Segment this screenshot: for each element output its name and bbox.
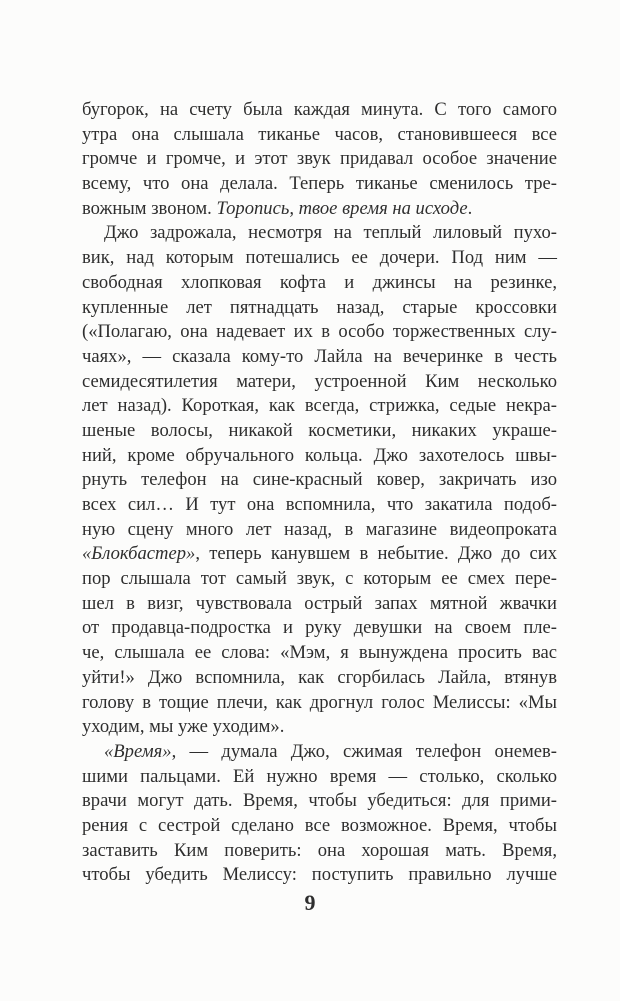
text-line [82,592,557,617]
line-text: шими пальцами. Ей нужно время — столько, сколько [82,765,557,787]
line-text: вожным звоном. [82,197,217,219]
text-line [82,567,557,592]
italic-text: «Блокбастер» [82,543,196,565]
line-text: врачи могут дать. Время, чтобы убедиться: для прими- [82,790,557,812]
line-text: громче и громче, и этот звук придавал особое значение [82,148,557,170]
line-text: че, слышала ее слова: «Мэм, я вынуждена просить вас [82,642,557,664]
text-line [82,419,557,444]
line-text: («Полагаю, она надевает их в особо торжественных слу- [82,321,557,343]
line-text: пор слышала тот самый звук, с которым ее смех пере- [82,568,557,590]
line-text: рнуть телефон на сине-красный ковер, закричать изо [82,469,557,491]
text-line [82,394,557,419]
line-text: ную сцену много лет назад, в магазине видеопроката [82,518,557,540]
text-line [82,814,557,839]
text-line [82,444,557,469]
line-text: от продавца-подростка и руку девушки на своем пле- [82,617,557,639]
text-line [82,271,557,296]
text-line [82,172,557,197]
line-text: уйти!» Джо вспомнила, как сгорбилась Лайла, втянув [82,666,557,688]
text-line [82,839,557,864]
line-text: рения с сестрой сделано все возможное. Время, чтобы [82,814,557,836]
line-text: шел в визг, чувствовала острый запах мятной жвачки [82,592,557,614]
text-line [82,197,557,222]
line-text: чтобы убедить Мелиссу: поступить правильно лучше [82,864,557,886]
line-text: голову в тощие плечи, как дрогнул голос Мелиссы: «Мы [82,691,557,713]
text-line [82,518,557,543]
line-text: семидесятилетия матери, устроенной Ким несколько [82,370,557,392]
line-text: Джо задрожала, несмотря на теплый лиловый пухо- [104,222,557,244]
page-number: 9 [304,890,316,915]
line-text: , — думала Джо, сжимая телефон онемев- [171,740,557,762]
text-line [82,345,557,370]
text-line [82,468,557,493]
line-text: заставить Ким поверить: она хорошая мать. Время, [82,839,557,861]
text-line [82,221,557,246]
line-text: бугорок, на счету была каждая минута. С того самого [82,99,557,120]
text-line [82,666,557,691]
line-text: , теперь канувшем в небытие. Джо до сих [195,543,557,565]
body-text [82,98,557,888]
text-line [82,641,557,666]
line-text: свободная хлопковая кофта и джинсы на резинке, [82,271,557,293]
text-line [82,789,557,814]
line-text: ний, кроме обручального кольца. Джо захотелось швы- [82,444,557,466]
line-text: уходим, мы уже уходим». [82,716,285,738]
line-text: всему, что она делала. Теперь тиканье сменилось тре- [82,173,557,195]
line-text: . [467,197,473,219]
italic-text: «Время» [104,740,172,762]
line-text: вик, над которым потешались ее дочери. Под ним — [82,247,557,269]
text-line [82,616,557,641]
line-text: купленные лет пятнадцать назад, старые кроссовки [82,296,557,318]
text-line [82,296,557,321]
text-line [82,370,557,395]
text-line [82,765,557,790]
line-text: чаях», — сказала кому-то Лайла на вечеринке в честь [82,345,557,367]
text-line [82,320,557,345]
line-text: всех сил… И тут она вспомнила, что закатила подоб- [82,494,557,515]
line-text: утра она слышала тиканье часов, становившееся все [82,123,557,145]
text-line [82,246,557,271]
text-line [82,863,557,888]
text-line [82,493,557,518]
text-line [82,542,557,567]
text-line [82,715,557,740]
text-line [82,691,557,716]
line-text: шеные волосы, никакой косметики, никаких украше- [82,419,557,441]
line-text: лет назад). Короткая, как всегда, стрижка, седые некра- [82,395,557,417]
text-line [82,123,557,148]
text-line [82,740,557,765]
text-line [82,98,557,123]
text-line [82,147,557,172]
italic-text: Торопись, твое время на исходе [216,197,468,219]
